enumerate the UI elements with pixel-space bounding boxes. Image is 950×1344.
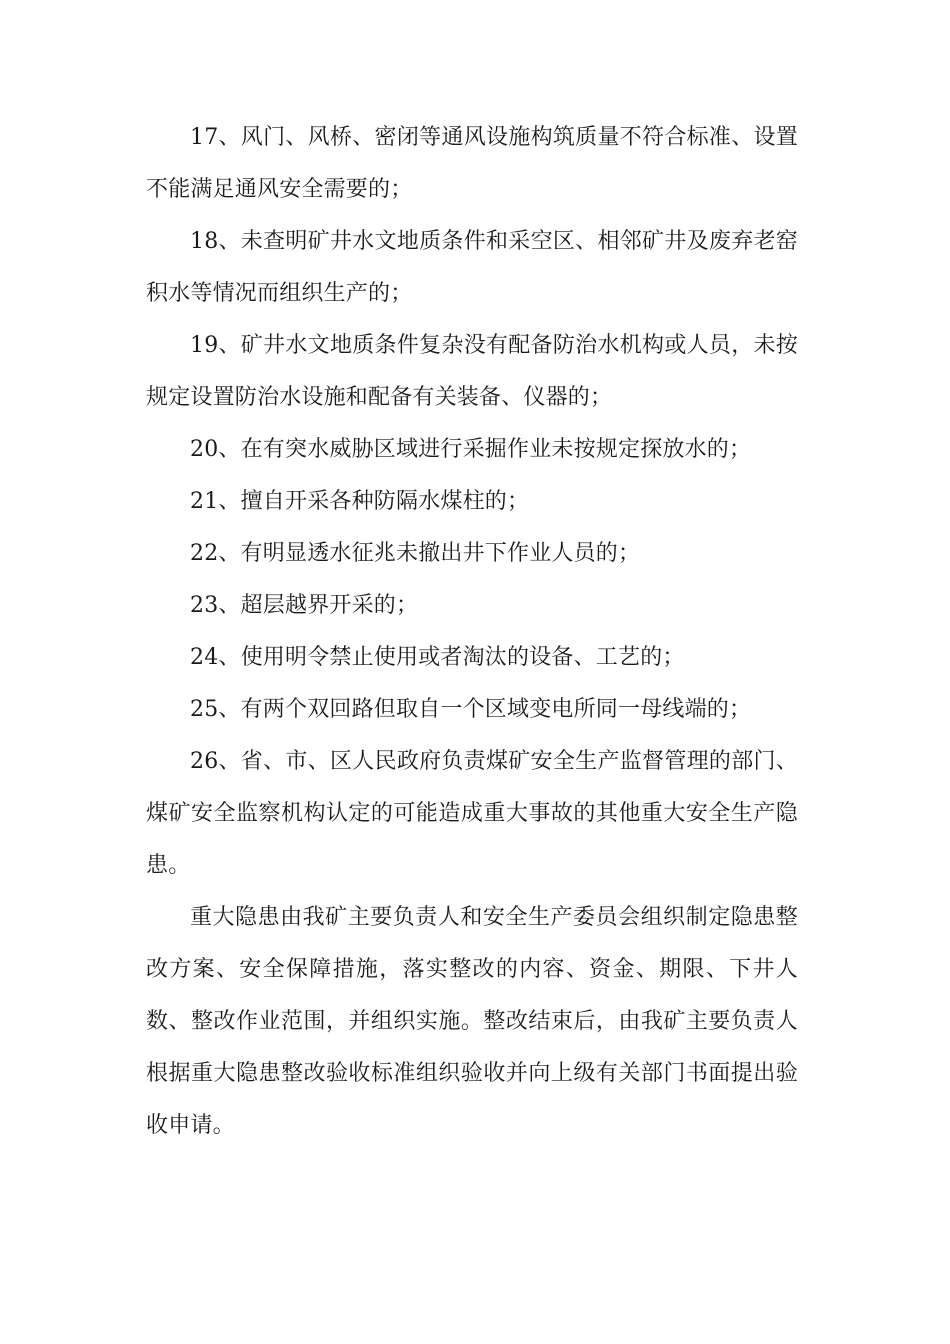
paragraph-item-21: 21、擅自开采各种防隔水煤柱的；: [190, 489, 530, 514]
paragraph-rectification-procedure: 重大隐患由我矿主要负责人和安全生产委员会组织制定隐患整改方案、安全保障措施，落实整改的内容、资金、期限、下井人数、整改作业范围，并组织实施。整改结束后，由我矿主要负责人根据重大隐患整改验收标准组织验收并向上级有关部门书面提出验收申请。: [146, 905, 798, 1138]
paragraph-item-17: 17、风门、风桥、密闭等通风设施构筑质量不符合标准、设置不能满足通风安全需要的；: [146, 125, 798, 202]
document-body: [146, 112, 798, 1152]
paragraph-item-19: 19、矿井水文地质条件复杂没有配备防治水机构或人员，未按规定设置防治水设施和配备有关装备、仪器的；: [146, 333, 798, 410]
paragraph-item-18: 18、未查明矿井水文地质条件和采空区、相邻矿井及废弃老窑积水等情况而组织生产的；: [146, 229, 798, 306]
paragraph-item-26: 26、省、市、区人民政府负责煤矿安全生产监督管理的部门、煤矿安全监察机构认定的可能造成重大事故的其他重大安全生产隐患。: [146, 749, 798, 878]
paragraph-item-20: 20、在有突水威胁区域进行采掘作业未按规定探放水的；: [190, 437, 752, 462]
paragraph-item-25: 25、有两个双回路但取自一个区域变电所同一母线端的；: [190, 697, 752, 722]
paragraph-item-23: 23、超层越界开采的；: [190, 593, 419, 618]
paragraph-item-24: 24、使用明令禁止使用或者淘汰的设备、工艺的；: [190, 645, 685, 670]
paragraph-item-22: 22、有明显透水征兆未撤出井下作业人员的；: [190, 541, 641, 566]
